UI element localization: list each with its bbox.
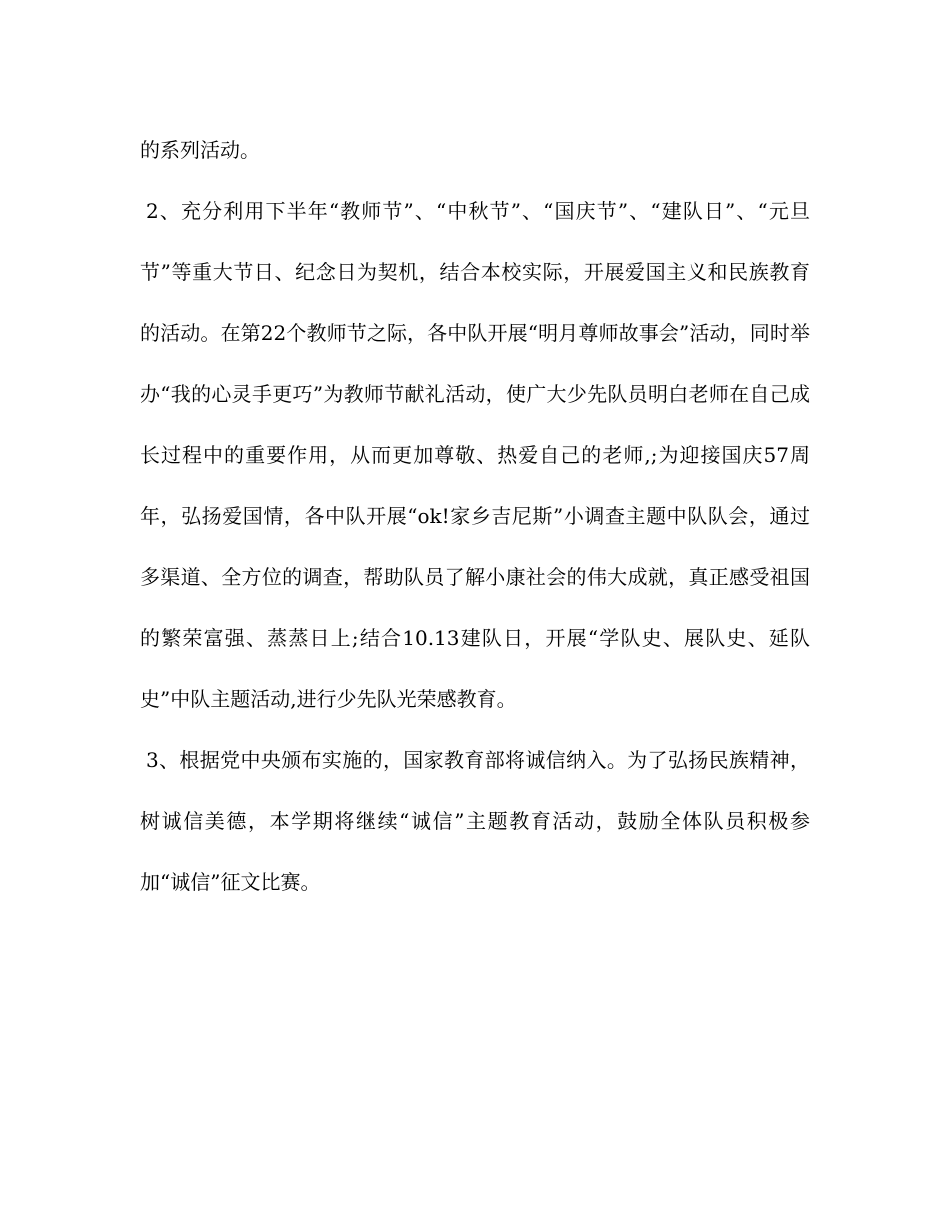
document-body [140, 120, 810, 913]
paragraph-item-3: 3、根据党中央颁布实施的，国家教育部将诚信纳入。为了弘扬民族精神，树诚信美德，本学期将继续“诚信”主题教育活动，鼓励全体队员积极参加“诚信”征文比赛。 [140, 748, 810, 894]
paragraph-item-2: 2、充分利用下半年“教师节”、“中秋节”、“国庆节”、“建队日”、“元旦节”等重大节日、纪念日为契机，结合本校实际，开展爱国主义和民族教育的活动。在第22个教师节之际，各中队开展“明月尊师故事会”活动，同时举办“我的心灵手更巧”为教师节献礼活动，使广大少先队员明白老师在自己成长过程中的重要作用，从而更加尊敬、热爱自己的老师,;为迎接国庆57周年，弘扬爱国情，各中队开展“ok!家乡吉尼斯”小调查主题中队队会，通过多渠道、全方位的调查，帮助队员了解小康社会的伟大成就，真正感受祖国的繁荣富强、蒸蒸日上;结合10.13建队日，开展“学队史、展队史、延队史”中队主题活动,进行少先队光荣感教育。 [140, 199, 810, 711]
paragraph-continuation: 的系列活动。 [140, 138, 260, 162]
